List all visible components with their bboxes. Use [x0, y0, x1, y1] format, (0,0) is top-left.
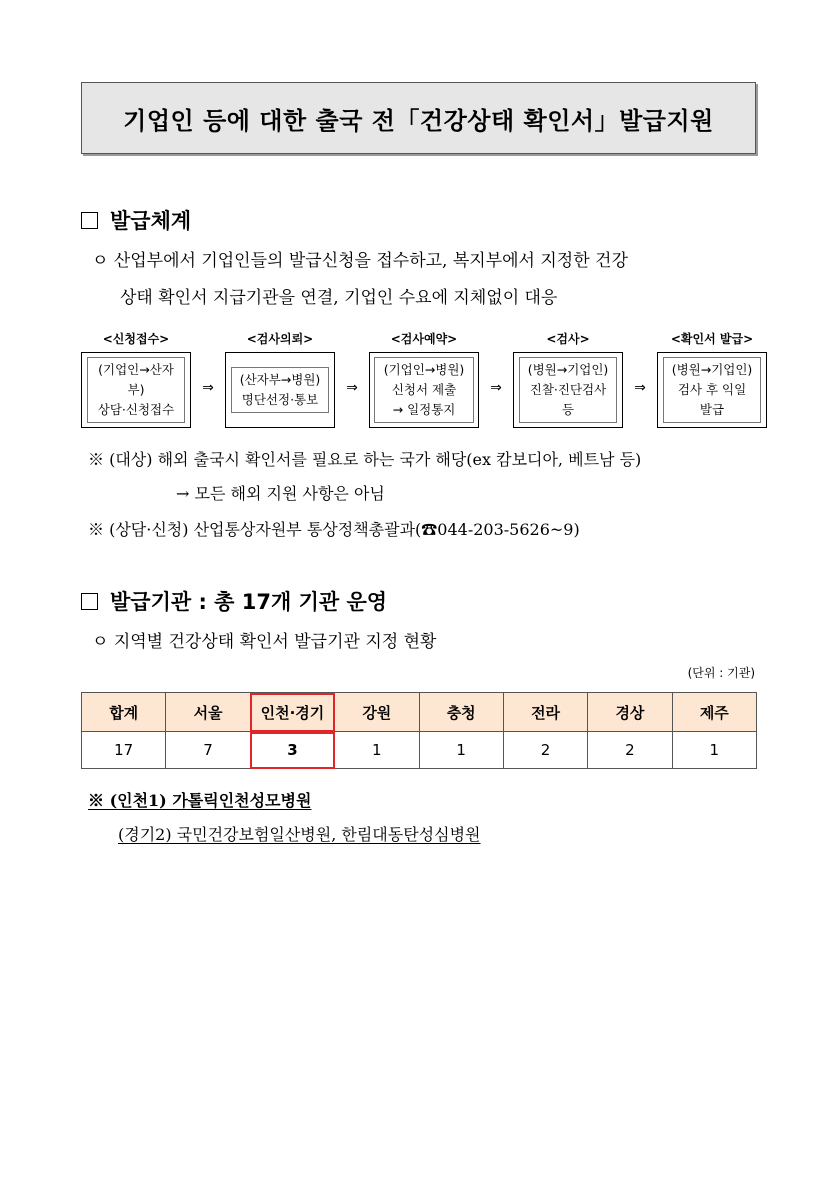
section1-line2: 상태 확인서 지급기관을 연결, 기업인 수요에 지체없이 대응	[120, 288, 558, 308]
flow-step-line: 진찰·진단검사	[529, 382, 607, 397]
section1-line1: ㅇ 산업부에서 기업인들의 발급신청을 접수하고, 복지부에서 지정한 건강	[92, 251, 628, 271]
table-cell: 1	[335, 732, 419, 769]
table-header-cell: 전라	[503, 693, 587, 732]
flow-step-line: (병원→기업인)	[671, 362, 753, 377]
flow-step-label: <확인서 발급>	[670, 332, 754, 346]
checkbox-square-icon	[81, 212, 98, 229]
page-title-text: 기업인 등에 대한 출국 전「건강상태 확인서」발급지원	[123, 106, 714, 135]
section-heading-text: 발급체계	[110, 209, 192, 233]
flow-step-label: <검사의뢰>	[246, 332, 314, 346]
table-cell: 7	[166, 732, 250, 769]
flow-step-line: (기업인→산자부)	[98, 362, 174, 397]
flow-arrow-icon: ⇒	[490, 380, 502, 396]
flow-step-line: (병원→기업인)	[527, 362, 609, 377]
table-row	[82, 732, 757, 769]
flow-step-line: 명단선정·통보	[241, 392, 319, 407]
flow-arrow-icon: ⇒	[634, 380, 646, 396]
footnote-incheon	[88, 788, 311, 811]
table-cell: 17	[82, 732, 166, 769]
note-contact: ※ (상담·신청) 산업통상자원부 통상정책총괄과(☎044-203-5626~9)	[88, 520, 580, 539]
flow-step-line: → 일정통지	[392, 402, 456, 417]
table-header-cell: 경상	[588, 693, 672, 732]
flow-step-label: <검사>	[546, 332, 590, 346]
table-header-cell-highlighted: 인천·경기	[250, 693, 334, 732]
flow-step-box	[369, 352, 479, 428]
institution-table	[81, 692, 757, 769]
section-heading-issuance-system	[81, 205, 191, 235]
flow-step-line: 발급	[699, 402, 725, 417]
flow-step-box	[513, 352, 623, 428]
flow-step-box	[225, 352, 335, 428]
flow-step-line: (기업인→병원)	[383, 362, 465, 377]
table-header-cell: 서울	[166, 693, 250, 732]
flow-arrow-icon: ⇒	[202, 380, 214, 396]
footnote-gyeonggi	[118, 822, 481, 845]
flow-step-line: 상담·신청접수	[97, 402, 175, 417]
flow-step-box	[81, 352, 191, 428]
table-header-cell: 합계	[82, 693, 166, 732]
footnote-gyeonggi-text: (경기2) 국민건강보험일산병원, 한림대동탄성심병원	[118, 825, 481, 844]
page-title	[81, 82, 756, 154]
table-cell: 2	[588, 732, 672, 769]
table-cell-highlighted: 3	[250, 732, 334, 769]
flow-step-line: (산자부→병원)	[239, 372, 321, 387]
table-header-cell: 강원	[335, 693, 419, 732]
note-target-sub: → 모든 해외 지원 사항은 아님	[176, 484, 385, 503]
footnote-incheon-text: ※ (인천1) 가톨릭인천성모병원	[88, 791, 312, 810]
table-cell: 1	[419, 732, 503, 769]
flow-step-label: <검사예약>	[390, 332, 458, 346]
flow-step-line: 등	[561, 402, 575, 417]
table-cell: 1	[672, 732, 756, 769]
table-header-cell: 제주	[672, 693, 756, 732]
flow-arrow-icon: ⇒	[346, 380, 358, 396]
flow-step-line: 검사 후 익일	[677, 382, 747, 397]
table-cell: 2	[503, 732, 587, 769]
section-heading-text: 발급기관 : 총 17개 기관 운영	[110, 590, 388, 614]
note-target: ※ (대상) 해외 출국시 확인서를 필요로 하는 국가 해당(ex 캄보디아, 베트남 등)	[88, 450, 642, 469]
checkbox-square-icon	[81, 593, 98, 610]
flow-step-line: 신청서 제출	[391, 382, 457, 397]
flow-step-label: <신청접수>	[102, 332, 170, 346]
table-header-cell: 충청	[419, 693, 503, 732]
section2-line1: ㅇ 지역별 건강상태 확인서 발급기관 지정 현황	[92, 632, 437, 652]
unit-label: (단위 : 기관)	[687, 666, 755, 680]
table-header-row	[82, 693, 757, 732]
section-heading-issuing-institutions	[81, 586, 387, 616]
flow-step-box	[657, 352, 767, 428]
